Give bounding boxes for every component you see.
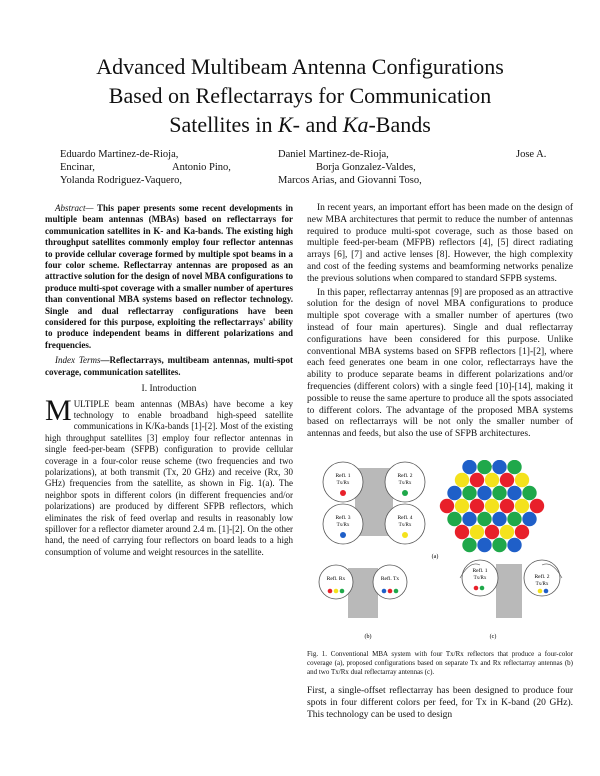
coverage-spot — [530, 499, 544, 513]
coverage-spot — [507, 538, 521, 552]
coverage-spot — [507, 486, 521, 500]
reflectarray-rx — [319, 565, 353, 599]
author-line: Encinar, — [60, 162, 95, 173]
author-block-2 — [172, 161, 231, 174]
refl2c-label: Refl. 2 — [534, 574, 550, 580]
figure-caption: Fig. 1. Conventional MBA system with four Tx/Rx reflectors that produce a four-color coverage (a), proposed configurations based on separate Tx and Rx reflectarray antennas (b) and two Tx/Rx dual reflectarray antennas (c). — [307, 650, 573, 676]
author-line: Eduardo Martinez-de-Rioja, — [60, 149, 179, 160]
abstract — [45, 203, 293, 351]
coverage-spot — [455, 473, 469, 487]
abstract-text: This paper presents some recent developments in multiple beam antennas (MBAs) based on reflectarrays for communication satellites in K- and Ka-bands. The existing high throughput satellites commonly employ four reflector antennas to provide cellular coverage formed by multiple spot beams in a four color scheme. Reflectarray antennas are proposed as an attractive solution for the design of novel MBA configurations to produce multi-spot coverage with a smaller number of apertures than conventional MBA systems based on reflector technology. Single and dual reflectarray configurations have been considered for this purpose, exploiting the reflectarrays' ability to produce independent beams in different polarizations and frequencies. — [45, 203, 293, 350]
coverage-spot — [515, 473, 529, 487]
refl2-txrx: Tx/Rx — [398, 481, 412, 486]
author-line: Antonio Pino, — [172, 162, 231, 173]
author-line: Jose A. — [516, 149, 547, 160]
index-terms-label: Index Terms — [55, 355, 101, 366]
spot-coverage — [440, 460, 544, 552]
feed-dot — [394, 589, 399, 594]
abstract-label: Abstract— — [55, 203, 94, 213]
coverage-spot — [470, 499, 484, 513]
author-block-1 — [60, 148, 182, 187]
feed-dot — [388, 589, 393, 594]
body-paragraph: First, a single-offset reflectarray has been designed to produce four spots in four different colors per feed, for Tx in K-band (20 GHz). This technology can be used to design — [307, 686, 573, 720]
title-text: -Bands — [368, 112, 431, 137]
coverage-spot — [522, 512, 536, 526]
feed-dot — [544, 589, 549, 594]
feed-dot — [340, 589, 345, 594]
author-line: Yolanda Rodriguez-Vaquero, — [60, 175, 182, 186]
satellite-body-b — [348, 568, 378, 618]
refl2c-txrx: Tx/Rx — [535, 582, 549, 587]
author-line: Marcos Arias, and Giovanni Toso, — [278, 175, 422, 186]
coverage-spot — [485, 525, 499, 539]
feed-dot-red — [340, 490, 346, 496]
coverage-spot — [522, 486, 536, 500]
coverage-spot — [492, 460, 506, 474]
title-ka: Ka — [342, 112, 369, 137]
feed-dot — [480, 586, 485, 591]
left-column — [45, 203, 293, 560]
coverage-spot — [440, 499, 454, 513]
feed-dot-blue — [340, 532, 346, 538]
coverage-spot — [447, 512, 461, 526]
coverage-spot — [455, 525, 469, 539]
refl-tx-label: Refl. Tx — [380, 576, 400, 582]
index-terms — [45, 355, 293, 378]
title-line-3 — [40, 110, 560, 139]
coverage-spot — [485, 499, 499, 513]
refl4-label: Refl. 4 — [397, 515, 413, 521]
coverage-spot — [515, 499, 529, 513]
coverage-spot — [485, 473, 499, 487]
coverage-spot — [477, 538, 491, 552]
refl3-label: Refl. 3 — [335, 515, 351, 521]
refl1-label: Refl. 1 — [335, 473, 351, 479]
right-paragraph-1: In recent years, an important effort has been made on the design of new MBA architectures that permit to reduce the number of antennas required to produce multi-spot coverage, such as those based on multiple feed-per-beam (MFPB) reflectors [4], [5] direct radiating arrays [6], [7] and active lenses [8]. However, the high complexity and cost of the feeding systems and beamforming networks penalize the previous solutions when compared to standard SFPB systems. — [307, 203, 573, 284]
reflectarray-tx — [373, 565, 407, 599]
refl-rx-label: Refl. Rx — [326, 576, 346, 582]
coverage-spot — [462, 538, 476, 552]
refl3-txrx: Tx/Rx — [336, 523, 350, 528]
coverage-spot — [500, 499, 514, 513]
coverage-spot — [515, 525, 529, 539]
coverage-spot — [477, 460, 491, 474]
title-line-2: Based on Reflectarrays for Communication — [108, 83, 492, 108]
refl1c-txrx: Tx/Rx — [473, 576, 487, 581]
intro-paragraph — [45, 393, 293, 559]
coverage-spot — [492, 486, 506, 500]
author-line: Borja Gonzalez-Valdes, — [316, 162, 416, 173]
label-c: (c) — [489, 634, 497, 640]
coverage-spot — [447, 486, 461, 500]
satellite-body-c — [496, 564, 522, 618]
coverage-spot — [477, 486, 491, 500]
right-paragraph-2: In this paper, reflectarray antennas [9] are proposed as an attractive solution for the design of novel MBA configurations to produce multiple spot coverage with a smaller number of apertures (two instead of four main apertures). Single and dual reflectarray configurations have been considered for this purpose. Unlike conventional MBA systems based on SFPB reflectors [1]-[2], where each feed generates one beam in one color, reflectarrays have the ability to produce separate beams in different polarizations and/or frequencies (different colors) with a single feed [10]-[14], making it possible to reuse the same aperture to produce all the spots associated to different colors. The advantage of the proposed MBA systems based on reflectarrays will be not only the smaller number of antennas and feeds, but also the use of SFPB architectures. — [307, 287, 573, 440]
coverage-spot — [492, 538, 506, 552]
coverage-spot — [477, 512, 491, 526]
paper-title — [40, 52, 560, 139]
feed-dot — [538, 589, 543, 594]
index-terms-text: —Reflectarrays, multibeam antennas, multi-spot coverage, communication satellites. — [45, 355, 294, 377]
coverage-spot — [462, 486, 476, 500]
author-line: Daniel Martinez-de-Rioja, — [278, 149, 389, 160]
label-a: (a) — [431, 554, 439, 560]
feed-dot — [382, 589, 387, 594]
coverage-spot — [455, 499, 469, 513]
label-b: (b) — [364, 634, 372, 640]
author-block-4 — [516, 148, 546, 161]
coverage-spot — [500, 525, 514, 539]
coverage-spot — [462, 512, 476, 526]
title-k: K — [277, 112, 293, 137]
coverage-spot — [507, 512, 521, 526]
refl1c-label: Refl. 1 — [472, 568, 488, 574]
feed-dot — [334, 589, 339, 594]
title-text: - and — [292, 112, 343, 137]
feed-dot-green — [402, 490, 408, 496]
drop-cap: M — [45, 393, 72, 427]
feed-dot-yellow — [402, 532, 408, 538]
section-heading: I. Introduction — [141, 384, 197, 395]
coverage-spot — [507, 460, 521, 474]
coverage-spot — [470, 473, 484, 487]
refl4-txrx: Tx/Rx — [398, 523, 412, 528]
refl1-txrx: Tx/Rx — [336, 481, 350, 486]
title-text: Satellites in — [169, 112, 278, 137]
figure-1 — [310, 460, 570, 650]
refl2-label: Refl. 2 — [397, 473, 413, 479]
coverage-spot — [500, 473, 514, 487]
feed-dot — [474, 586, 479, 591]
coverage-spot — [462, 460, 476, 474]
right-column — [307, 203, 573, 443]
coverage-spot — [492, 512, 506, 526]
title-line-1: Advanced Multibeam Antenna Configurations — [96, 54, 504, 79]
coverage-spot — [470, 525, 484, 539]
feed-dot — [328, 589, 333, 594]
intro-text: ULTIPLE beam antennas (MBAs) have become a key technology to enable broadband high-speed satellite communications in K/Ka-bands [1]-[2]. Most of the existing high throughput satellites [3] employ four reflector antennas in single feed-per-beam (SFPB) configuration to provide cellular coverage in a four-color reuse scheme (two frequencies and two polarizations), at both transmit (Tx, 20 GHz) and receive (Rx, 30 GHz) frequencies from the satellite, as shown in Fig. 1(a). The neighbor spots in different colors (in different frequencies and/or polarizations) are produced by different SFPB reflectors, which eliminates the risk of feed overlap and results in reasonably low spillover for a reflector diameter around 2.4 m. [1]-[2]. On the other hand, the need of carrying four reflectors on board leads to a high consumption of volume and weight resources in the satellite. — [45, 398, 293, 557]
author-block-3 — [278, 148, 422, 187]
